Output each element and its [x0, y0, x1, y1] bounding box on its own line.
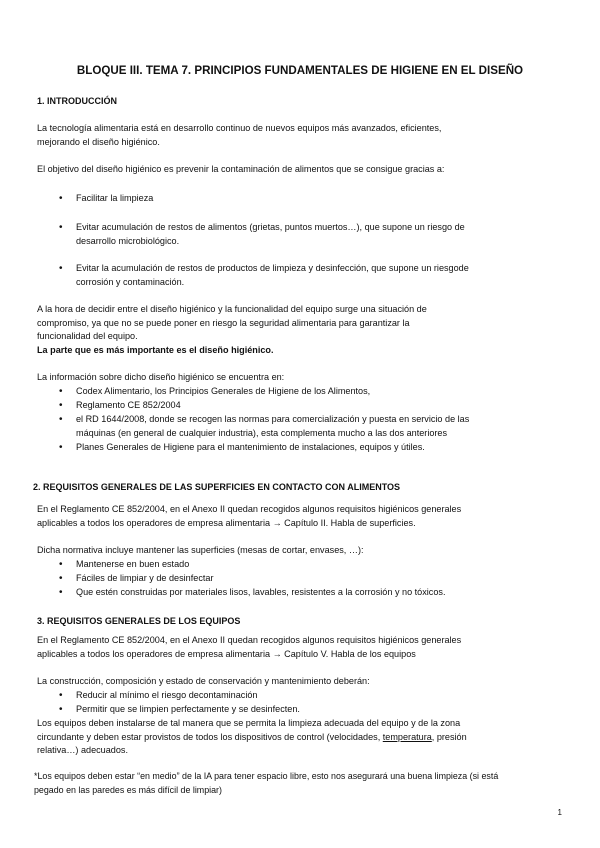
page-number: 1 [557, 808, 562, 817]
list-item: Fáciles de limpiar y de desinfectar [76, 573, 214, 583]
text-line: aplicables a todos los operadores de empresa alimentaria → Capítulo V. Habla de los equipos [37, 648, 416, 659]
text-line: Facilitar la limpieza [76, 193, 154, 203]
text-line: Evitar la acumulación de restos de productos de limpieza y desinfección, que supone un riesgode [76, 263, 469, 273]
bullet-icon: • [59, 442, 63, 453]
intro-paragraph-2: El objetivo del diseño higiénico es prevenir la contaminación de alimentos que se consigue gracias a: [37, 164, 445, 174]
list-item: Reducir al mínimo el riesgo decontaminación [76, 690, 258, 700]
bullet-icon: • [59, 414, 63, 425]
text-line: *Los equipos deben estar “en medio” de la IA para tener espacio libre, esto nos asegurará una buena limpieza (si está [34, 771, 499, 781]
bullet-icon: • [59, 690, 63, 701]
text-line: pegado en las paredes es más difícil de limpiar) [34, 784, 222, 795]
bullet-icon: • [59, 559, 63, 570]
text-span: , presión [431, 731, 467, 742]
text-line: Reglamento CE 852/2004 [76, 400, 181, 410]
section-2-heading: 2. REQUISITOS GENERALES DE LAS SUPERFICIES EN CONTACTO CON ALIMENTOS [33, 482, 401, 492]
text-span: circundante y deben estar provistos de todos los dispositivos de control (velocidades, [37, 731, 383, 742]
list-item [76, 192, 153, 206]
list-item [76, 221, 465, 248]
text-line: desarrollo microbiológico. [76, 235, 180, 246]
text-line: En el Reglamento CE 852/2004, en el Anexo II quedan recogidos algunos requisitos higiénicos generales [37, 635, 462, 645]
text-line: máquinas (en general de cualquier industria), esta complementa mucho a las dos anteriores [76, 427, 448, 438]
underlined-word: temperatura [382, 731, 432, 742]
list-item [76, 385, 370, 399]
text-line: relativa…) adecuados. [37, 745, 128, 756]
text-line [37, 731, 467, 745]
section-3-paragraph-1 [37, 634, 461, 661]
bullet-icon: • [59, 704, 63, 715]
list-item: Mantenerse en buen estado [76, 559, 190, 569]
text-line: Los equipos deben instalarse de tal manera que se permita la limpieza adecuada del equipo y de la zona [37, 718, 461, 728]
intro-paragraph-4: La información sobre dicho diseño higiénico se encuentra en: [37, 372, 285, 382]
text-line: funcionalidad del equipo. [37, 331, 138, 342]
text-line: Planes Generales de Higiene para el mantenimiento de instalaciones, equipos y útiles. [76, 442, 425, 452]
text-line: La tecnología alimentaria está en desarrollo continuo de nuevos equipos más avanzados, eficientes, [37, 123, 442, 133]
list-item: Permitir que se limpien perfectamente y se desinfecten. [76, 704, 300, 714]
page-title: BLOQUE III. TEMA 7. PRINCIPIOS FUNDAMENTALES DE HIGIENE EN EL DISEÑO [76, 64, 524, 77]
text-line: corrosión y contaminación. [76, 276, 185, 287]
bullet-icon: • [59, 587, 63, 598]
list-item [76, 262, 469, 289]
list-item [76, 413, 469, 440]
list-item: Que estén construidas por materiales lisos, lavables, resistentes a la corrosión y no tóxicos. [76, 587, 446, 597]
bullet-icon: • [59, 400, 63, 411]
text-line: compromiso, ya que no se puede poner en riesgo la seguridad alimentaria para garantizar la [37, 317, 410, 328]
text-line: aplicables a todos los operadores de empresa alimentaria → Capítulo II. Habla de superficies. [37, 517, 416, 528]
text-line: Codex Alimentario, los Principios Generales de Higiene de los Alimentos, [76, 386, 371, 396]
section-3-paragraph-2: La construcción, composición y estado de conservación y mantenimiento deberán: [37, 676, 370, 686]
bullet-icon: • [59, 386, 63, 397]
bullet-icon: • [59, 222, 63, 233]
text-line: Evitar acumulación de restos de alimentos (grietas, puntos muertos…), que supone un riesgo de [76, 222, 465, 232]
bullet-icon: • [59, 193, 63, 204]
bullet-icon: • [59, 573, 63, 584]
emphasis-text: La parte que es más importante es el diseño higiénico. [37, 344, 274, 355]
section-2-paragraph-2: Dicha normativa incluye mantener las superficies (mesas de cortar, envases, …): [37, 545, 364, 555]
list-item [76, 441, 425, 455]
text-line: En el Reglamento CE 852/2004, en el Anexo II quedan recogidos algunos requisitos higiénicos generales [37, 504, 462, 514]
intro-paragraph-1 [37, 122, 441, 149]
bullet-icon: • [59, 263, 63, 274]
section-3-paragraph-3 [37, 717, 467, 758]
intro-paragraph-3 [37, 303, 427, 357]
text-line: A la hora de decidir entre el diseño higiénico y la funcionalidad del equipo surge una situación de [37, 304, 427, 314]
text-line: el RD 1644/2008, donde se recogen las normas para comercialización y puesta en servicio de las [76, 414, 470, 424]
section-2-paragraph-1 [37, 503, 461, 530]
section-1-heading: 1. INTRODUCCIÓN [37, 96, 118, 106]
text-line: mejorando el diseño higiénico. [37, 136, 160, 147]
list-item [76, 399, 181, 413]
footnote [34, 770, 498, 797]
section-3-heading: 3. REQUISITOS GENERALES DE LOS EQUIPOS [37, 616, 241, 626]
